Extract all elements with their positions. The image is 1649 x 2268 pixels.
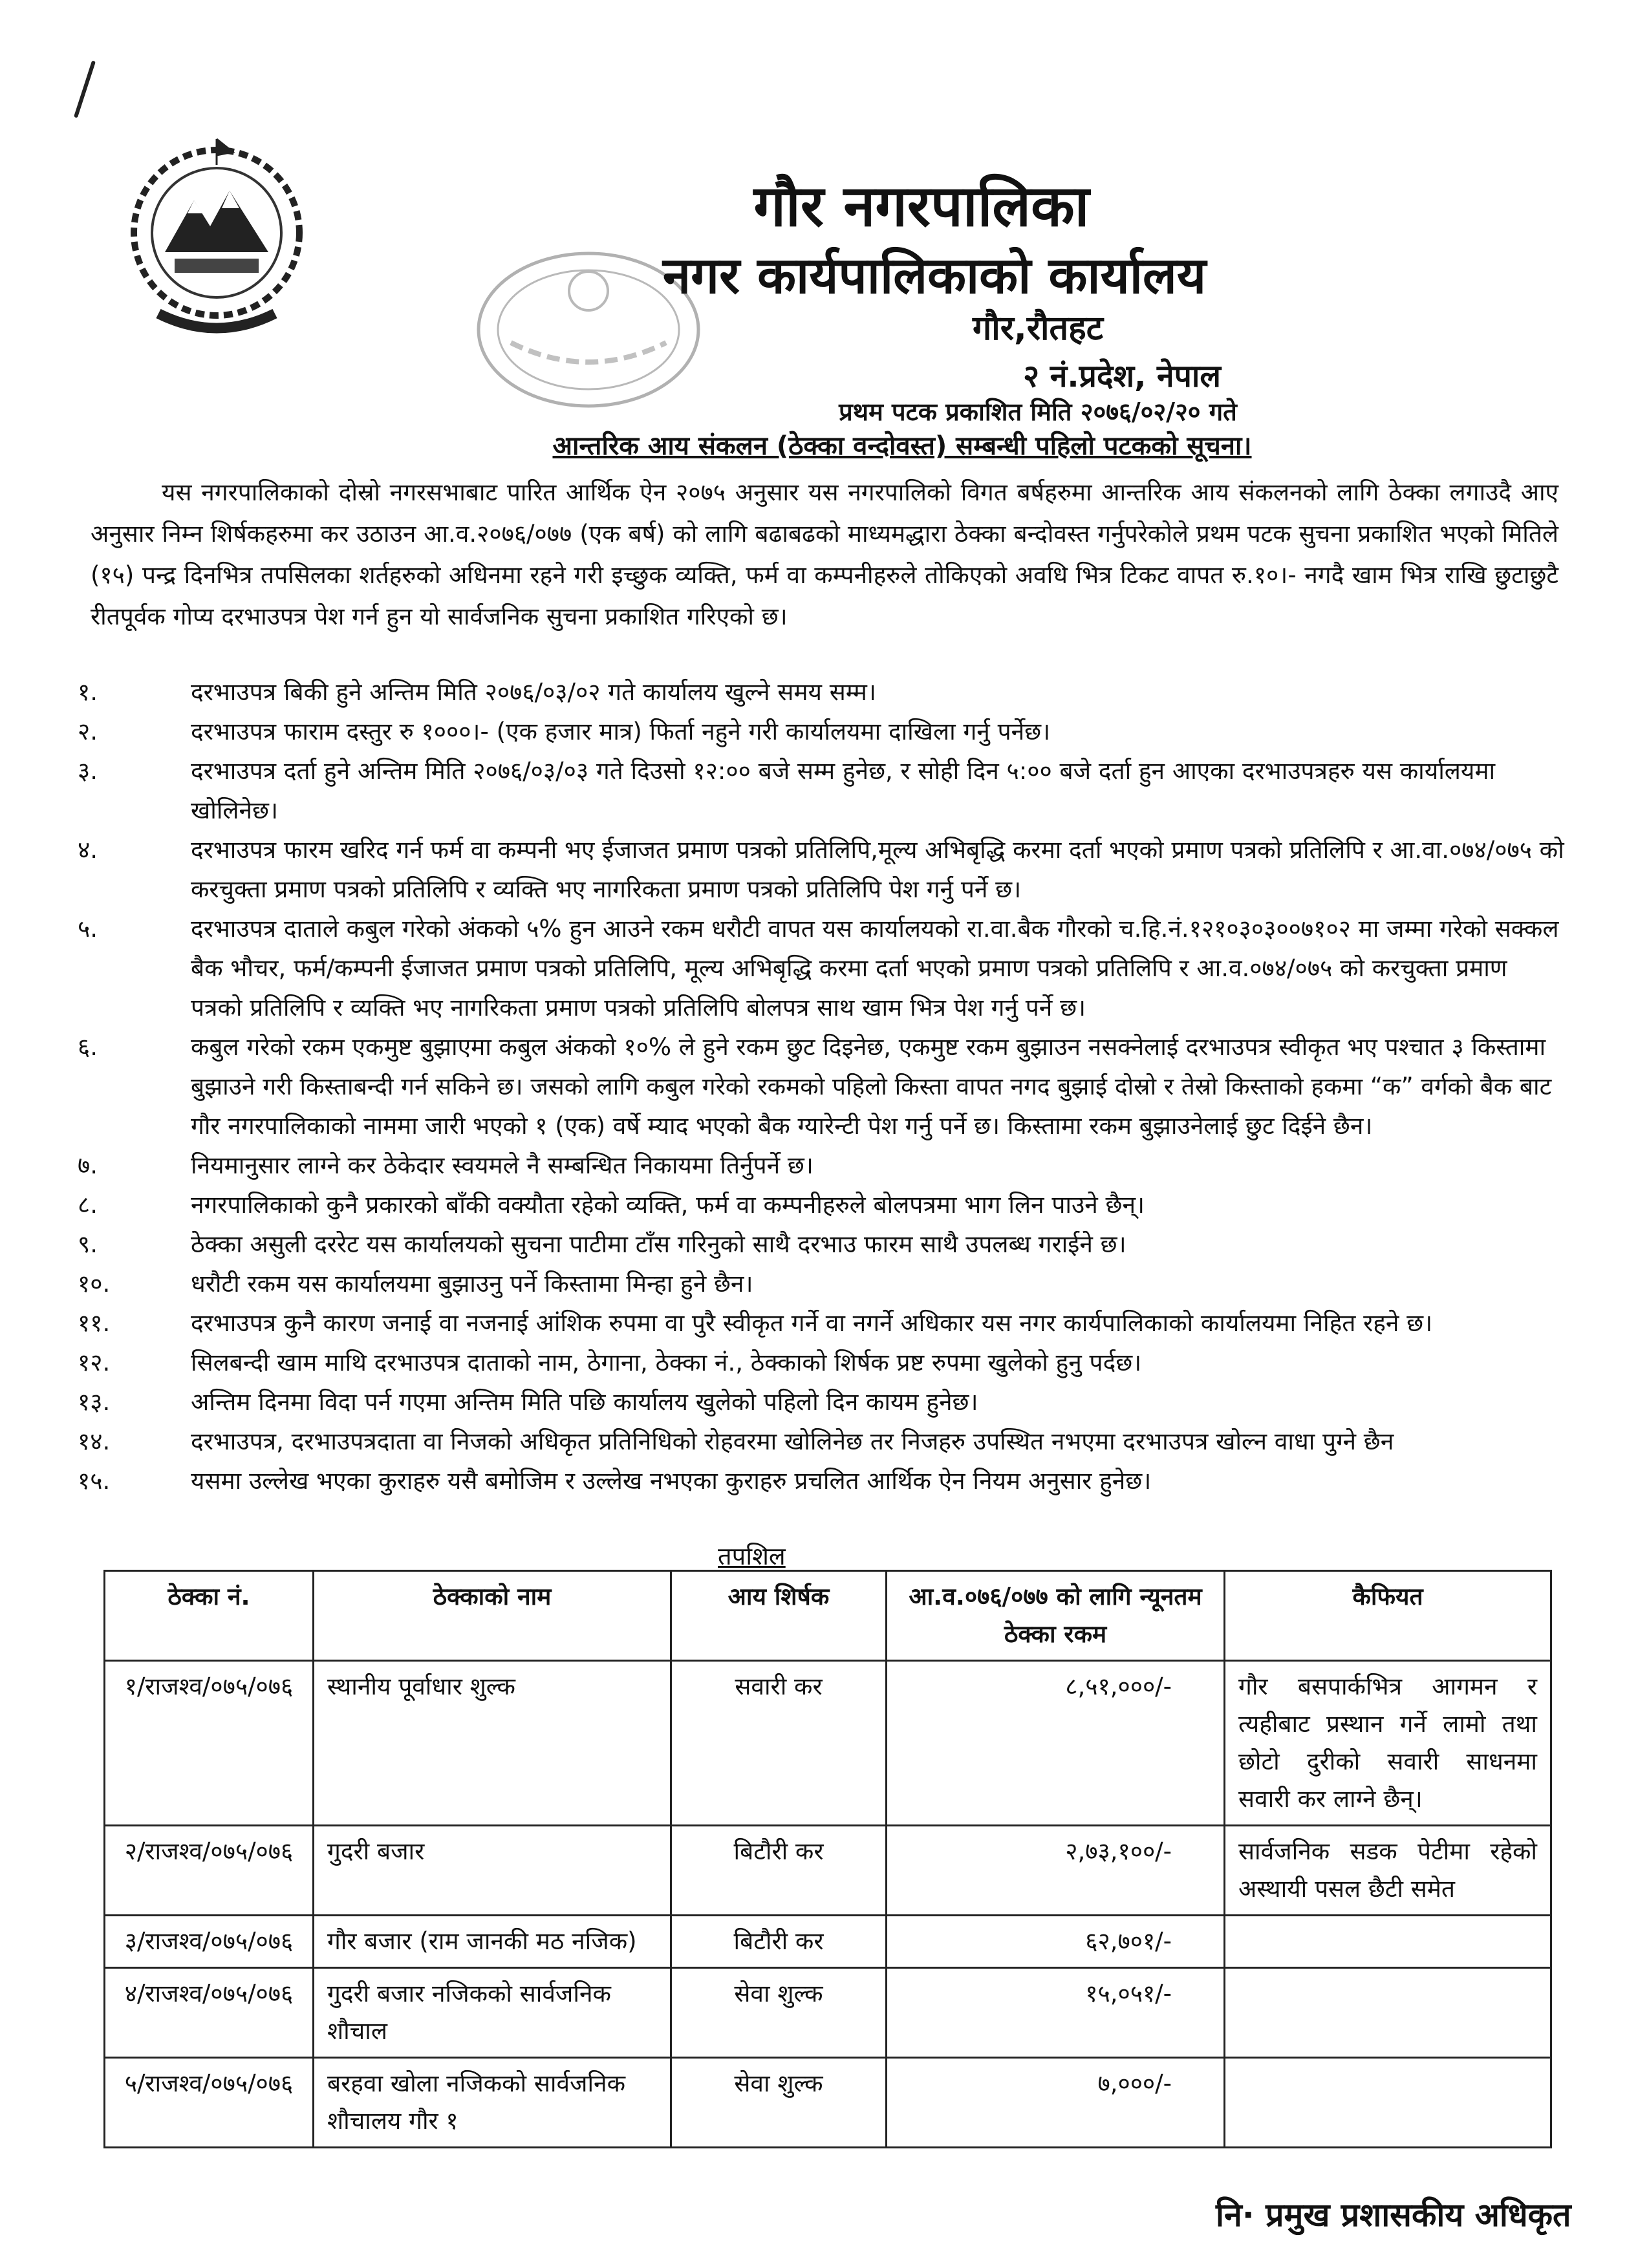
- rule-number: १२.: [78, 1349, 111, 1376]
- table-row: [105, 1916, 1551, 1968]
- header-remarks: कैफियत: [1225, 1571, 1551, 1661]
- rule-item: [78, 1146, 1565, 1185]
- cell-contract-name: गुदरी बजार: [314, 1826, 671, 1916]
- table-header-row: [105, 1571, 1551, 1661]
- cell-min-amount: ६२,७०१/-: [887, 1916, 1225, 1968]
- rule-number: ७.: [78, 1151, 98, 1179]
- rule-text: नियमानुसार लाग्ने कर ठेकेदार स्वयमले नै सम्बन्धित निकायमा तिर्नुपर्ने छ।: [191, 1151, 814, 1179]
- rule-text: यसमा उल्लेख भएका कुराहरु यसै बमोजिम र उल्लेख नभएका कुराहरु प्रचलित आर्थिक ऐन नियम अनुसार हुनेछ।: [191, 1467, 1152, 1495]
- rule-number: १०.: [78, 1270, 111, 1298]
- cell-remarks: [1225, 2058, 1551, 2148]
- rule-item: [78, 751, 1565, 830]
- office-name: नगर कार्यपालिकाको कार्यालय: [662, 247, 1207, 305]
- published-date: प्रथम पटक प्रकाशित मिति २०७६/०२/२० गते: [839, 398, 1237, 426]
- rule-item: [78, 1027, 1565, 1146]
- rule-number: ५.: [78, 915, 98, 943]
- office-location: गौर,रौतहट: [973, 309, 1103, 348]
- rule-number: १४.: [78, 1428, 111, 1455]
- cell-contract-no: ५/राजश्व/०७५/०७६: [105, 2058, 314, 2148]
- municipality-name: गौर नगरपालिका: [753, 173, 1090, 239]
- notice-title: आन्तरिक आय संकलन (ठेक्का वन्दोवस्त) सम्बन्धी पहिलो पटकको सूचना।: [552, 431, 1252, 461]
- province-name: २ नं.प्रदेश, नेपाल: [1023, 358, 1221, 394]
- cell-income-title: बिटौरी कर: [671, 1826, 887, 1916]
- cell-min-amount: १५,०५१/-: [887, 1968, 1225, 2058]
- cell-remarks: [1225, 1916, 1551, 1968]
- rule-text: सिलबन्दी खाम माथि दरभाउपत्र दाताको नाम, ठेगाना, ठेक्का नं., ठेक्काको शिर्षक प्रष्ट रुपमा खुलेको हुनु पर्दछ।: [191, 1349, 1142, 1376]
- cell-income-title: सवारी कर: [671, 1661, 887, 1826]
- header-contract-name: ठेक्काको नाम: [314, 1571, 671, 1661]
- rule-number: ११.: [78, 1309, 111, 1337]
- rule-text: कबुल गरेको रकम एकमुष्ट बुझाएमा कबुल अंकको १०% ले हुने रकम छुट दिइनेछ, एकमुष्ट रकम बुझाउन नसक्नेलाई दरभाउपत्र स्वीकृत भए पश्चात ३ किस्तामा बुझाउने गरी किस्ताबन्दी गर्न सकिने छ। जसको लागि कबुल गरेको रकमको पहिलो किस्ता वापत नगद बुझाई दोस्रो र तेस्रो किस्ताको हकमा “क” वर्गको बैक बाट गौर नगरपालिकाको नाममा जारी भएको १ (एक) वर्षे म्याद भएको बैक ग्यारेन्टी पेश गर्नु पर्ने छ। किस्तामा रकम बुझाउनेलाई छुट दिईने छैन।: [191, 1033, 1552, 1140]
- rule-text: दरभाउपत्र दर्ता हुने अन्तिम मिति २०७६/०३/०३ गते दिउसो १२:०० बजे सम्म हुनेछ, र सोही दिन ५:०० बजे दर्ता हुन आएका दरभाउपत्रहरु यस कार्यालयमा खोलिनेछ।: [191, 757, 1496, 824]
- cell-contract-no: १/राजश्व/०७५/०७६: [105, 1661, 314, 1826]
- officer-signature: नि· प्रमुख प्रशासकीय अधिकृत: [1216, 2196, 1571, 2234]
- cell-contract-no: ३/राजश्व/०७५/०७६: [105, 1916, 314, 1968]
- cell-contract-no: ४/राजश्व/०७५/०७६: [105, 1968, 314, 2058]
- rule-item: [78, 672, 1565, 712]
- cell-remarks: गौर बसपार्कभित्र आगमन र त्यहीबाट प्रस्थान गर्ने लामो तथा छोटो दुरीको सवारी साधनमा सवारी कर लाग्ने छैन्।: [1225, 1661, 1551, 1826]
- cell-contract-no: २/राजश्व/०७५/०७६: [105, 1826, 314, 1916]
- rule-text: दरभाउपत्र फाराम दस्तुर रु १०००।- (एक हजार मात्र) फिर्ता नहुने गरी कार्यालयमा दाखिला गर्नु पर्नेछ।: [191, 718, 1051, 745]
- rule-item: [78, 1303, 1565, 1343]
- rule-number: २.: [78, 718, 98, 745]
- cell-remarks: सार्वजनिक सडक पेटीमा रहेको अस्थायी पसल छैटी समेत: [1225, 1826, 1551, 1916]
- rule-text: दरभाउपत्र, दरभाउपत्रदाता वा निजको अधिकृत प्रतिनिधिको रोहवरमा खोलिनेछ तर निजहरु उपस्थित नभएमा दरभाउपत्र खोल्न वाधा पुग्ने छैन: [191, 1428, 1394, 1455]
- rules-list: [78, 672, 1565, 1501]
- rule-item: [78, 830, 1565, 909]
- rule-item: [78, 1343, 1565, 1382]
- table-row: [105, 1968, 1551, 2058]
- cell-min-amount: ८,५१,०००/-: [887, 1661, 1225, 1826]
- cell-remarks: [1225, 1968, 1551, 2058]
- rule-number: ६.: [78, 1033, 98, 1061]
- rule-text: ठेक्का असुली दररेट यस कार्यालयको सुचना पाटीमा टाँस गरिनुको साथै दरभाउ फारम साथै उपलब्ध गराईने छ।: [191, 1230, 1126, 1258]
- cell-income-title: सेवा शुल्क: [671, 1968, 887, 2058]
- cell-contract-name: बरहवा खोला नजिकको सार्वजनिक शौचालय गौर १: [314, 2058, 671, 2148]
- cell-income-title: सेवा शुल्क: [671, 2058, 887, 2148]
- contract-table: [103, 1570, 1552, 2148]
- rule-item: [78, 1461, 1565, 1501]
- cell-income-title: बिटौरी कर: [671, 1916, 887, 1968]
- rule-item: [78, 1185, 1565, 1225]
- header-income-title: आय शिर्षक: [671, 1571, 887, 1661]
- rule-text: दरभाउपत्र बिकी हुने अन्तिम मिति २०७६/०३/०२ गते कार्यालय खुल्ने समय सम्म।: [191, 678, 876, 706]
- rule-number: १५.: [78, 1467, 111, 1495]
- rule-item: [78, 1264, 1565, 1303]
- cell-contract-name: स्थानीय पूर्वाधार शुल्क: [314, 1661, 671, 1826]
- rule-text: अन्तिम दिनमा विदा पर्न गएमा अन्तिम मिति पछि कार्यालय खुलेको पहिलो दिन कायम हुनेछ।: [191, 1388, 978, 1416]
- rule-item: [78, 909, 1565, 1027]
- rule-text: दरभाउपत्र दाताले कबुल गरेको अंकको ५% हुन आउने रकम धरौटी वापत यस कार्यालयको रा.वा.बैक गौरको च.हि.नं.१२१०३०३००७१०२ मा जम्मा गरेको सक्कल बैक भौचर, फर्म/कम्पनी ईजाजत प्रमाण पत्रको प्रतिलिपि, मूल्य अभिबृद्धि करमा दर्ता भएको प्रमाण पत्रको प्रतिलिपि र आ.व.०७४/०७५ को करचुक्ता प्रमाण पत्रको प्रतिलिपि र व्यक्ति भए नागरिकता प्रमाण पत्रको प्रतिलिपि बोलपत्र साथ खाम भित्र पेश गर्नु पर्ने छ।: [191, 915, 1559, 1022]
- table-row: [105, 2058, 1551, 2148]
- cell-contract-name: गौर बजार (राम जानकी मठ नजिक): [314, 1916, 671, 1968]
- rule-item: [78, 1225, 1565, 1264]
- rule-text: नगरपालिकाको कुनै प्रकारको बाँकी वक्यौता रहेको व्यक्ति, फर्म वा कम्पनीहरुले बोलपत्रमा भाग लिन पाउने छैन्।: [191, 1191, 1145, 1219]
- cell-min-amount: २,७३,१००/-: [887, 1826, 1225, 1916]
- rule-item: [78, 1382, 1565, 1422]
- pen-mark: [74, 60, 96, 118]
- table-row: [105, 1661, 1551, 1826]
- rule-number: ३.: [78, 757, 98, 785]
- rule-number: ८.: [78, 1191, 98, 1219]
- table-caption: तपशिल: [718, 1542, 786, 1570]
- cell-min-amount: ७,०००/-: [887, 2058, 1225, 2148]
- intro-paragraph: यस नगरपालिकाको दोस्रो नगरसभाबाट पारित आर्थिक ऐन २०७५ अनुसार यस नगरपालिको विगत बर्षहरुमा आन्तरिक आय संकलनको लागि ठेक्का लगाउदै आए अनुसार निम्न शिर्षकहरुमा कर उठाउन आ.व.२०७६/०७७ (एक बर्ष) को लागि बढाबढको माध्यमद्धारा ठेक्का बन्दोवस्त गर्नुपरेकोले प्रथम पटक सुचना प्रकाशित भएको मितिले (१५) पन्द्र दिनभित्र तपसिलका शर्तहरुको अधिनमा रहने गरी इच्छुक व्यक्ति, फर्म वा कम्पनीहरुले तोकिएको अवधि भित्र टिकट वापत रु.१०।- नगदै खाम भित्र राखि छुटाछुटै रीतपूर्वक गोप्य दरभाउपत्र पेश गर्न हुन यो सार्वजनिक सुचना प्रकाशित गरिएको छ।: [91, 478, 1558, 630]
- rule-number: ४.: [78, 836, 98, 864]
- header-min-amount: आ.व.०७६/०७७ को लागि न्यूनतम ठेक्का रकम: [887, 1571, 1225, 1661]
- rule-number: १.: [78, 678, 98, 706]
- rule-number: १३.: [78, 1388, 111, 1416]
- rule-item: [78, 1422, 1565, 1461]
- cell-contract-name: गुदरी बजार नजिकको सार्वजनिक शौचाल: [314, 1968, 671, 2058]
- rule-text: दरभाउपत्र फारम खरिद गर्न फर्म वा कम्पनी भए ईजाजत प्रमाण पत्रको प्रतिलिपि,मूल्य अभिबृद्धि करमा दर्ता भएको प्रमाण पत्रको प्रतिलिपि र आ.वा.०७४/०७५ को करचुक्ता प्रमाण पत्रको प्रतिलिपि र व्यक्ति भए नागरिकता प्रमाण पत्रको प्रतिलिपि पेश गर्नु पर्ने छ।: [191, 836, 1564, 903]
- rule-text: दरभाउपत्र कुनै कारण जनाई वा नजनाई आंशिक रुपमा वा पुरै स्वीकृत गर्ने वा नगर्ने अधिकार यस नगर कार्यपालिकाको कार्यालयमा निहित रहने छ।: [191, 1309, 1433, 1337]
- rule-text: धरौटी रकम यस कार्यालयमा बुझाउनु पर्ने किस्तामा मिन्हा हुने छैन।: [191, 1270, 753, 1298]
- table-row: [105, 1826, 1551, 1916]
- rule-item: [78, 712, 1565, 751]
- header-contract-no: ठेक्का नं.: [105, 1571, 314, 1661]
- rule-number: ९.: [78, 1230, 98, 1258]
